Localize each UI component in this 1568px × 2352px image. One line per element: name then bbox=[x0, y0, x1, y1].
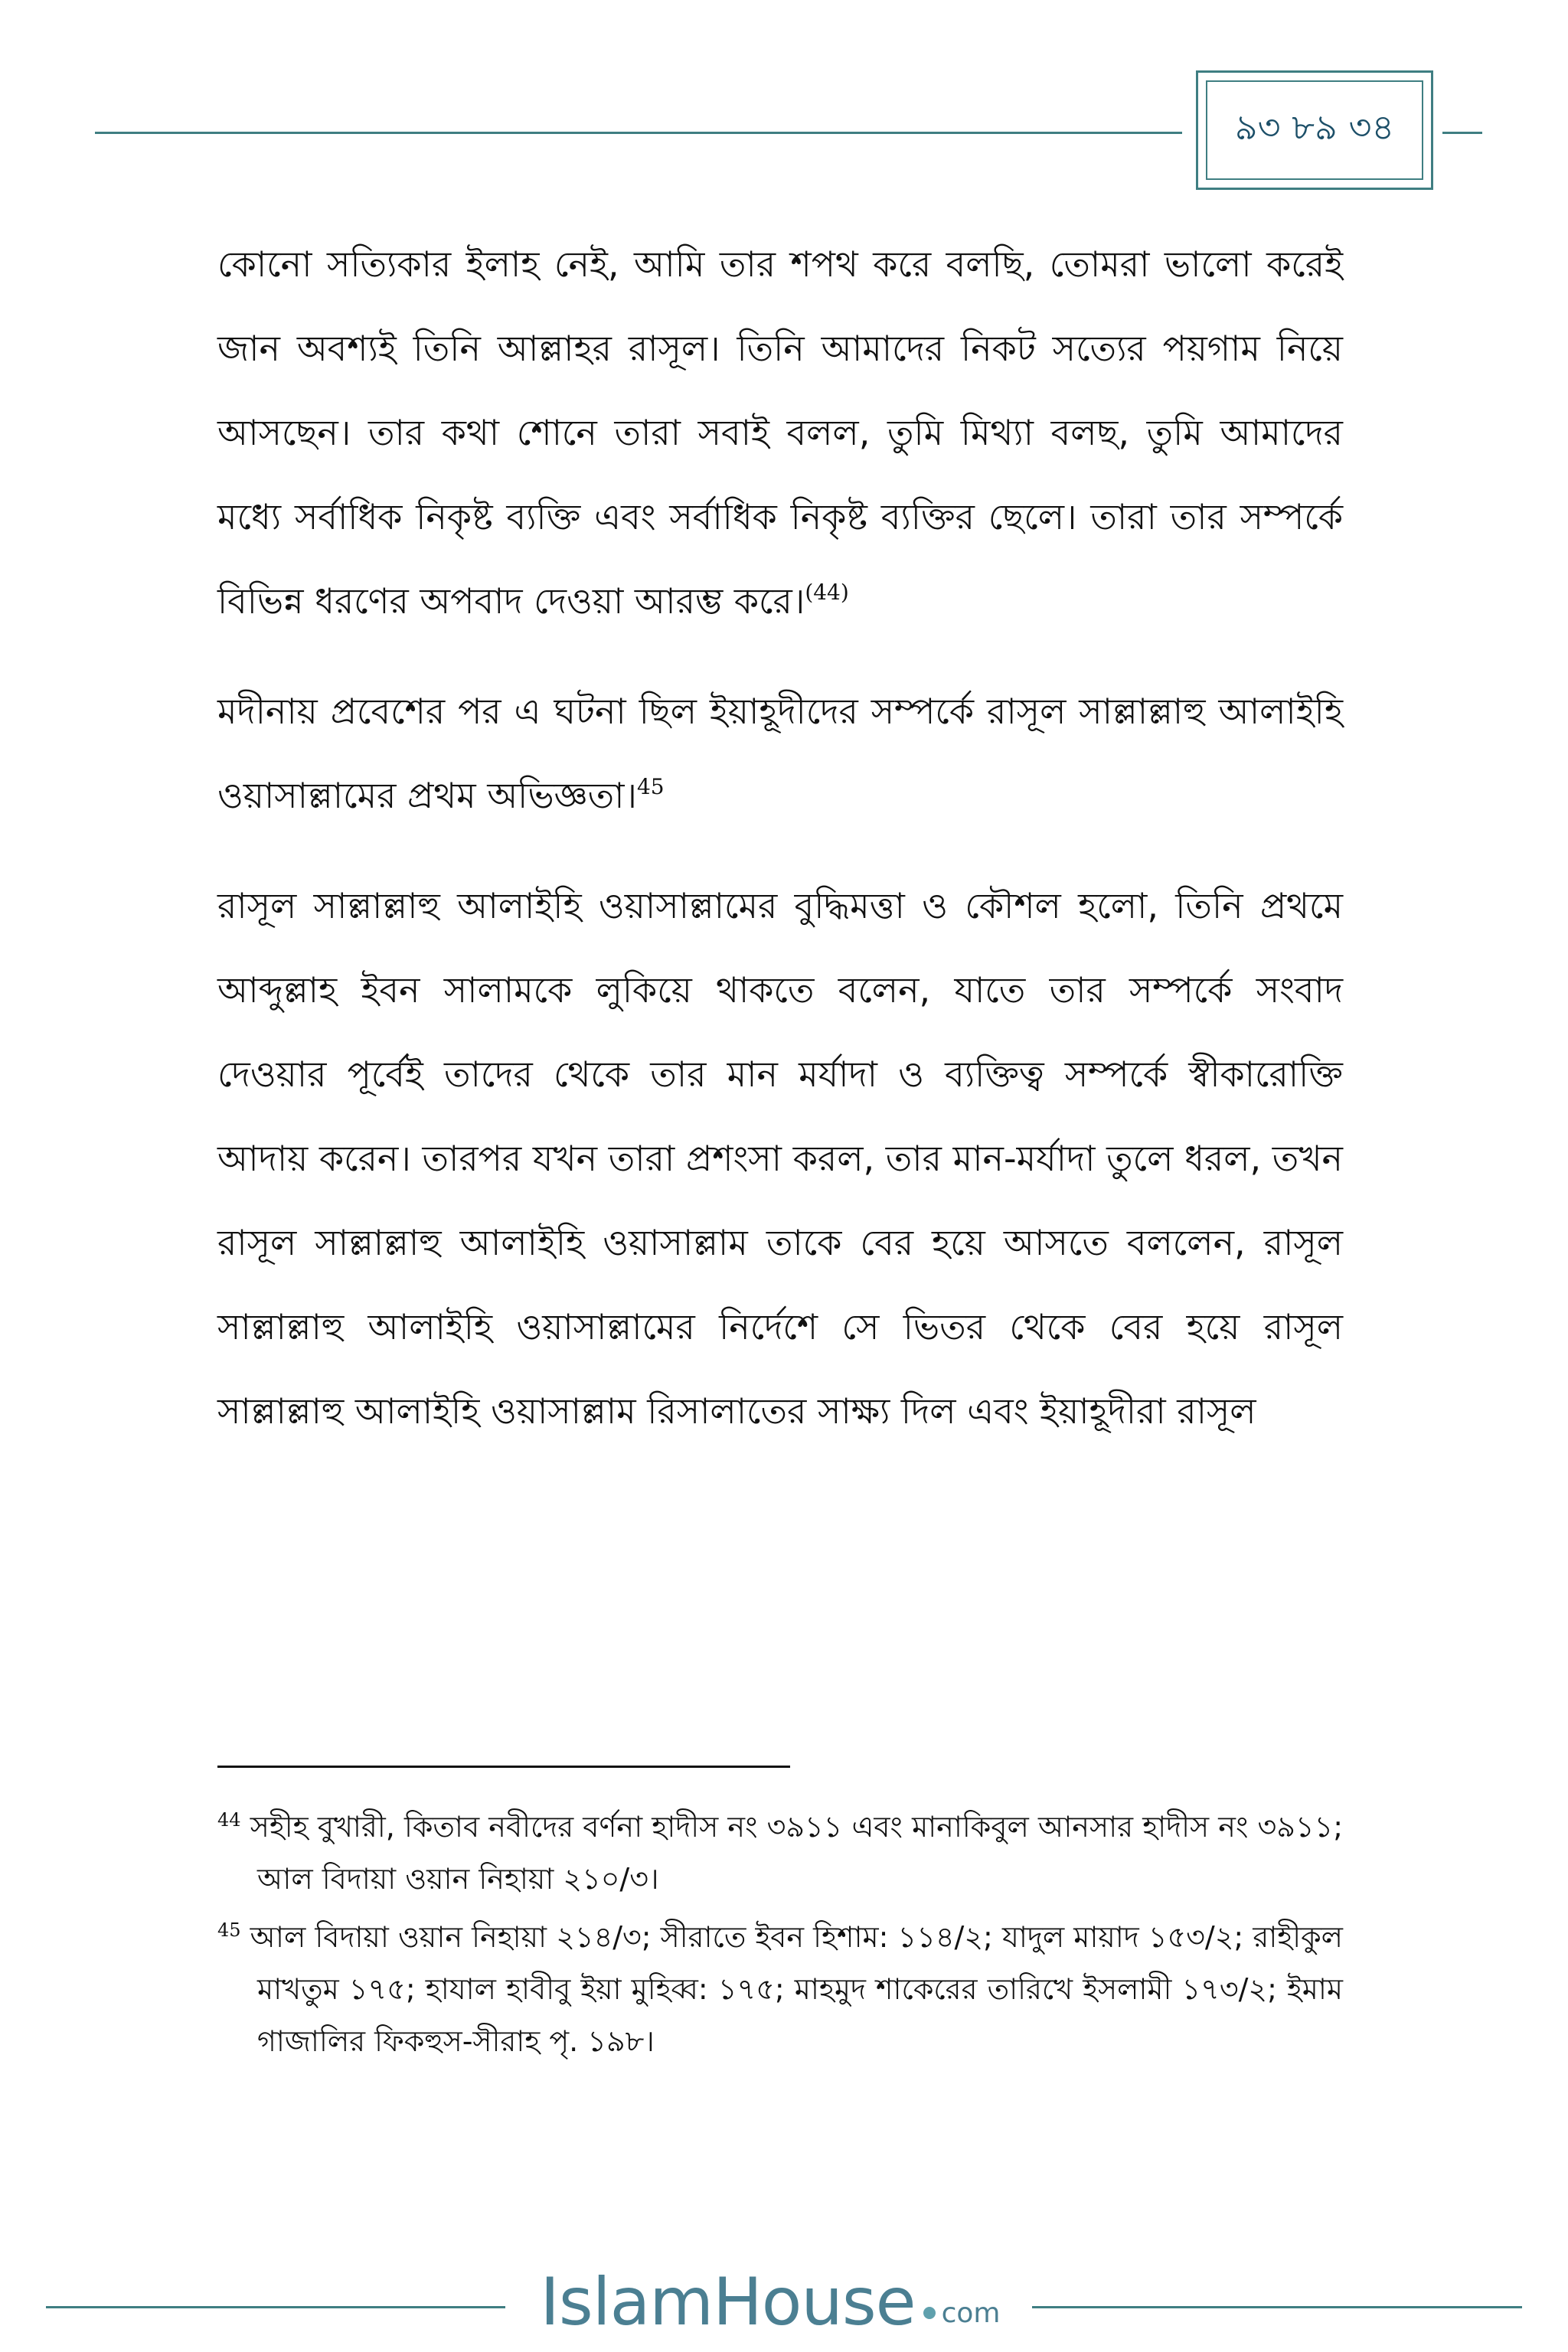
footnotes bbox=[217, 1801, 1343, 2073]
paragraph-3 bbox=[217, 864, 1343, 1453]
footnote-ref-45[interactable]: 45 bbox=[636, 774, 665, 799]
paragraph-3-text: রাসূল সাল্লাল্লাহু আলাইহি ওয়াসাল্লামের বুদ্ধিমত্তা ও কৌশল হলো, তিনি প্রথমে আব্দুল্লাহ ইবন সালামকে লুকিয়ে থাকতে বলেন, যাতে তার সম্পর্কে সংবাদ দেওয়ার পূর্বেই তাদের থেকে তার মান মর্যাদা ও ব্যক্তিত্ব সম্পর্কে স্বীকারোক্তি আদায় করেন। তারপর যখন তারা প্রশংসা করল, তার মান-মর্যাদা তুলে ধরল, তখন রাসূল সাল্লাল্লাহু আলাইহি ওয়াসাল্লাম তাকে বের হয়ে আসতে বললেন, রাসূল সাল্লাল্লাহু আলাইহি ওয়াসাল্লামের নির্দেশে সে ভিতর থেকে বের হয়ে রাসূল সাল্লাল্লাহু আলাইহি ওয়াসাল্লাম রিসালাতের সাক্ষ্য দিল এবং ইয়াহূদীরা রাসূল bbox=[217, 885, 1343, 1432]
footnote-text: সহীহ বুখারী, কিতাব নবীদের বর্ণনা হাদীস নং ৩৯১১ এবং মানাকিবুল আনসার হাদীস নং ৩৯১১; আল বিদায়া ওয়ান নিহায়া ২১০/৩। bbox=[250, 1810, 1343, 1896]
header-rule bbox=[95, 132, 1182, 134]
footnote-ref-44[interactable]: (44) bbox=[805, 580, 849, 605]
islamhouse-logo bbox=[518, 2260, 1023, 2344]
footnote-number: 44 bbox=[217, 1809, 241, 1831]
paragraph-2-text: মদীনায় প্রবেশের পর এ ঘটনা ছিল ইয়াহূদীদের সম্পর্কে রাসূল সাল্লাল্লাহু আলাইহি ওয়াসাল্লামের প্রথম অভিজ্ঞতা। bbox=[217, 691, 1343, 816]
page-number: ৯৩ ৮৯ ৩৪ bbox=[1206, 80, 1423, 180]
footer-rule-left bbox=[46, 2306, 505, 2308]
footnote-number: 45 bbox=[217, 1919, 241, 1941]
footnote-separator bbox=[217, 1766, 790, 1768]
paragraph-2 bbox=[217, 669, 1343, 838]
header-rule-right bbox=[1442, 132, 1482, 134]
footnote-45 bbox=[217, 1911, 1343, 2067]
footnote-44 bbox=[217, 1801, 1343, 1905]
logo-suffix: com bbox=[941, 2297, 1001, 2329]
logo-wordmark: IslamHouse bbox=[540, 2264, 916, 2341]
logo-dot-icon bbox=[923, 2307, 936, 2319]
footer-rule-right bbox=[1032, 2306, 1522, 2308]
page-number-box bbox=[1196, 70, 1433, 190]
footnote-text: আল বিদায়া ওয়ান নিহায়া ২১৪/৩; সীরাতে ইবন হিশাম: ১১৪/২; যাদুল মায়াদ ১৫৩/২; রাহীকুল মাখতুম ১৭৫; হাযাল হাবীবু ইয়া মুহিব্ব: ১৭৫; মাহমুদ শাকেরের তারিখে ইসলামী ১৭৩/২; ইমাম গাজালির ফিকহুস-সীরাহ পৃ. ১৯৮। bbox=[250, 1920, 1343, 2058]
paragraph-1 bbox=[217, 222, 1343, 643]
body-text bbox=[217, 222, 1343, 1479]
paragraph-1-text: কোনো সত্যিকার ইলাহ নেই, আমি তার শপথ করে বলছি, তোমরা ভালো করেই জান অবশ্যই তিনি আল্লাহর রাসূল। তিনি আমাদের নিকট সত্যের পয়গাম নিয়ে আসছেন। তার কথা শোনে তারা সবাই বলল, তুমি মিথ্যা বলছ, তুমি আমাদের মধ্যে সর্বাধিক নিকৃষ্ট ব্যক্তি এবং সর্বাধিক নিকৃষ্ট ব্যক্তির ছেলে। তারা তার সম্পর্কে বিভিন্ন ধরণের অপবাদ দেওয়া আরম্ভ করে। bbox=[217, 243, 1343, 622]
